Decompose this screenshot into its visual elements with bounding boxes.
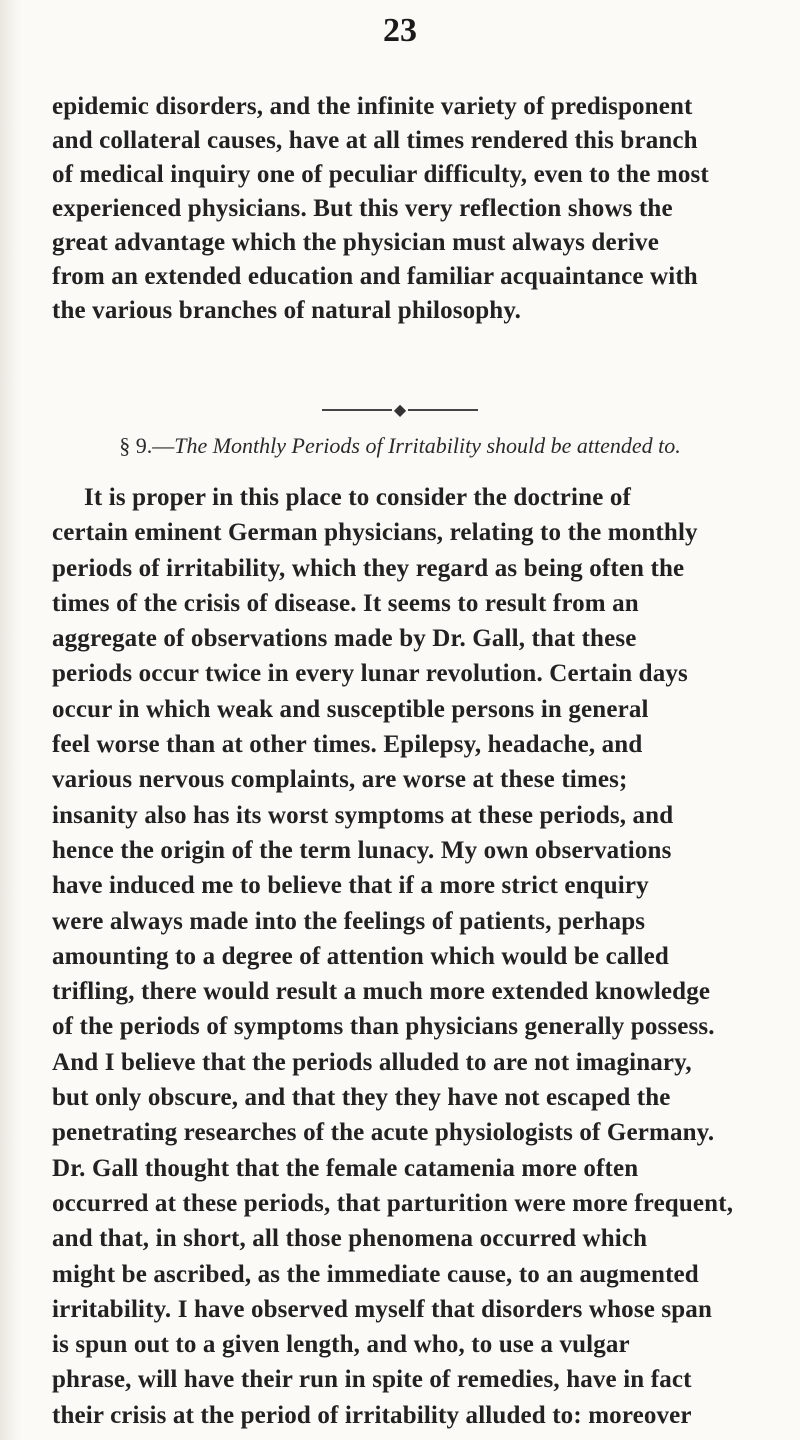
text-line: but only obscure, and that they they have not escaped the xyxy=(52,1084,671,1112)
text-line: insanity also has its worst symptoms at these periods, and xyxy=(52,801,674,829)
text-line: and collateral causes, have at all times rendered this branch xyxy=(52,127,698,154)
text-line: of medical inquiry one of peculiar difficulty, even to the most xyxy=(52,161,709,188)
text-line: feel worse than at other times. Epilepsy, headache, and xyxy=(52,731,643,759)
text-line: occur in which weak and susceptible persons in general xyxy=(52,695,649,723)
text-line: times of the crisis of disease. It seems to result from an xyxy=(52,589,639,617)
text-line: have induced me to believe that if a more strict enquiry xyxy=(52,872,649,900)
diamond-ornament-icon: ◆ xyxy=(393,400,407,419)
text-line: occurred at these periods, that parturition were more frequent, xyxy=(52,1189,734,1217)
text-line: were always made into the feelings of patients, perhaps xyxy=(52,907,646,935)
text-line: It is proper in this place to consider the doctrine of xyxy=(84,484,631,511)
text-line: experienced physicians. But this very reflection shows the xyxy=(52,195,673,222)
page-gutter-shadow xyxy=(0,0,22,1440)
text-line: amounting to a degree of attention which would be called xyxy=(52,942,669,970)
text-line: phrase, will have their run in spite of remedies, have in fact xyxy=(52,1366,692,1394)
text-line: penetrating researches of the acute physiologists of Germany. xyxy=(52,1119,715,1147)
section-title: The Monthly Periods of Irritability should be attended to. xyxy=(174,433,681,458)
text-line: aggregate of observations made by Dr. Gall, that these xyxy=(52,625,637,653)
divider-rule-left xyxy=(322,409,392,411)
text-line: is spun out to a given length, and who, to use a vulgar xyxy=(52,1331,630,1359)
text-line: of the periods of symptoms than physicians generally possess. xyxy=(52,1013,715,1041)
page-number: 23 xyxy=(383,12,417,49)
text-line: epidemic disorders, and the infinite variety of predisponent xyxy=(52,93,693,120)
section-number: § 9.— xyxy=(119,433,175,458)
text-line: periods occur twice in every lunar revolution. Certain days xyxy=(52,660,688,688)
text-line: And I believe that the periods alluded to are not imaginary, xyxy=(52,1048,692,1076)
divider-rule-right xyxy=(408,409,478,411)
text-line: great advantage which the physician must always derive xyxy=(52,229,659,256)
text-line: irritability. I have observed myself that disorders whose span xyxy=(52,1295,712,1323)
text-line: the various branches of natural philosophy. xyxy=(52,297,522,324)
section-divider-ornament xyxy=(0,399,800,419)
section-heading xyxy=(0,433,800,459)
text-line: hence the origin of the term lunacy. My own observations xyxy=(52,836,672,864)
text-line: their crisis at the period of irritability alluded to: moreover xyxy=(52,1401,692,1429)
text-line: Dr. Gall thought that the female catamenia more often xyxy=(52,1154,639,1182)
text-line: from an extended education and familiar acquaintance with xyxy=(52,263,698,290)
paragraph-2 xyxy=(52,480,767,1433)
paragraph-1 xyxy=(52,90,767,328)
text-line: various nervous complaints, are worse at these times; xyxy=(52,766,628,794)
text-line: certain eminent German physicians, relating to the monthly xyxy=(52,519,698,547)
text-line: periods of irritability, which they regard as being often the xyxy=(52,554,685,582)
text-line: might be ascribed, as the immediate cause, to an augmented xyxy=(52,1260,699,1288)
text-line: and that, in short, all those phenomena occurred which xyxy=(52,1225,648,1253)
text-line: trifling, there would result a much more extended knowledge xyxy=(52,978,711,1006)
